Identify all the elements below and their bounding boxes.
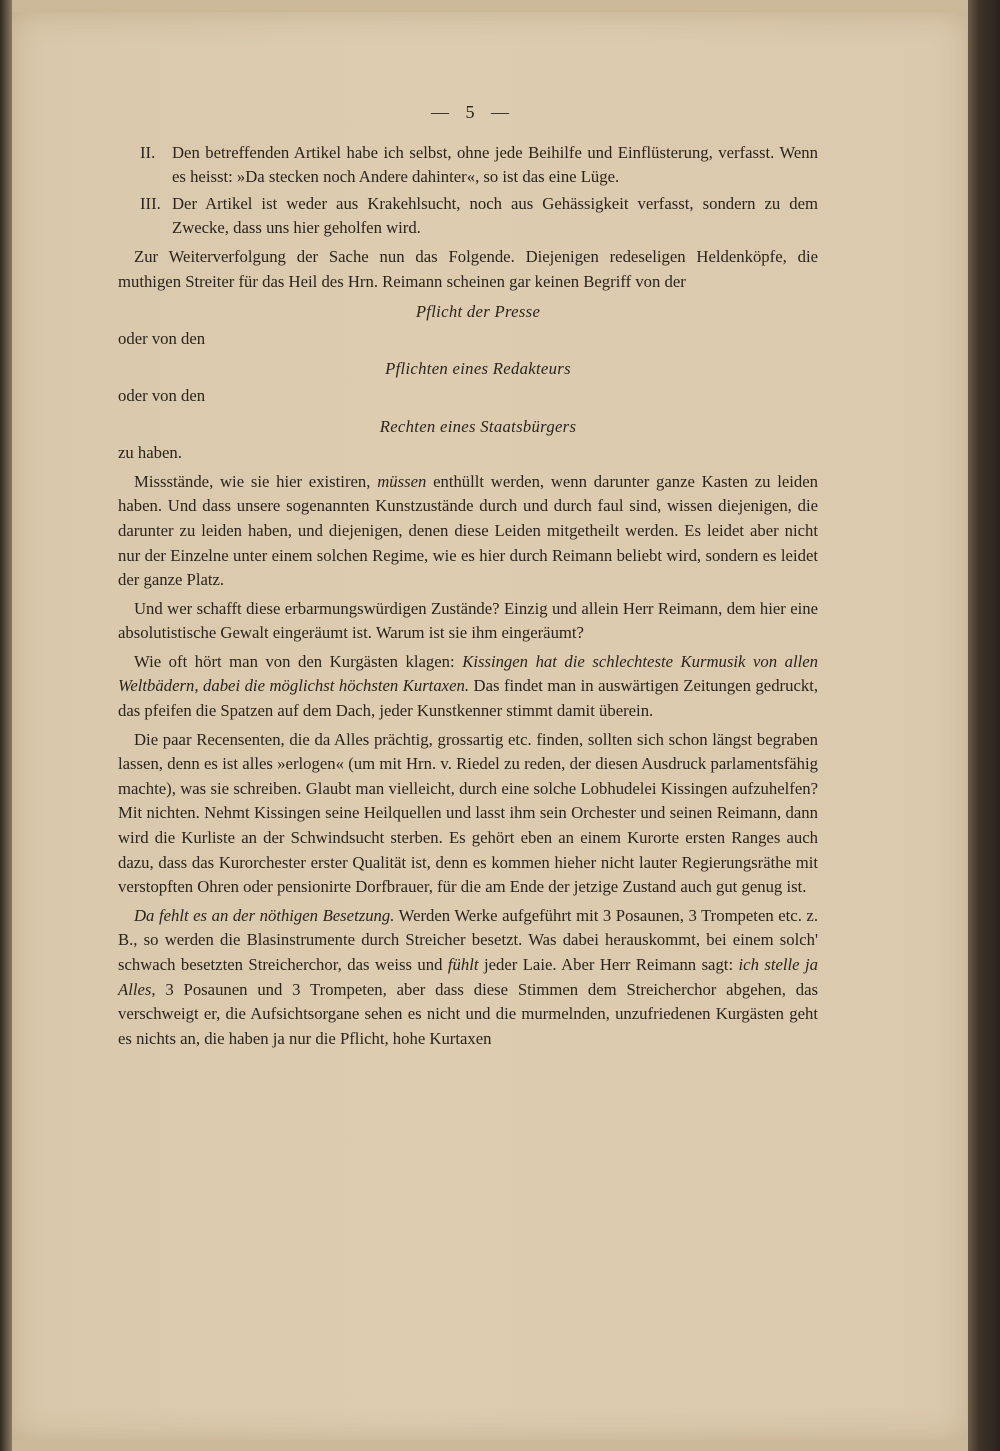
- emphasis: ich stelle ja Alles,: [118, 955, 818, 999]
- text-run: Missstände, wie sie hier existiren,: [134, 471, 371, 491]
- page-number: — 5 —: [431, 102, 515, 122]
- emphasis: müssen: [377, 471, 427, 491]
- text-run: enthüllt werden, wenn darunter ganze Kasten zu leiden haben. Und dass unsere sogenannten Kunstzustände durch und durch faul sind, wissen diejenigen, die darunter zu leiden haben, und diejenigen, denen diese Leiden mitgetheilt werden. Es leidet aber nicht nur der Einzelne unter einem solchen Regime, wie es hier durch Reimann beliebt wird, sondern es leidet der ganze Platz.: [118, 471, 819, 590]
- item-number: III.: [140, 193, 161, 213]
- emphasis: Da fehlt es an der nöthigen Besetzung.: [134, 905, 395, 925]
- connector-text: oder von den: [118, 385, 206, 405]
- connector-text: oder von den: [118, 328, 206, 348]
- text-run: Werden Werke aufgeführt mit 3 Posaunen, 3 Trompeten etc. z. B., so werden die Blasinstrumente durch Streicher besetzt. Was dabei herauskommt, bei einem solch' schwach besetzten Streicherchor, das weiss und: [118, 905, 818, 974]
- item-number: II.: [140, 142, 156, 162]
- page-text: [118, 100, 818, 1051]
- left-edge: [0, 0, 12, 1451]
- centered-heading: Rechten eines Staatsbürgers: [379, 416, 577, 436]
- paragraph: [118, 650, 818, 724]
- paragraph: Die paar Recensenten, die da Alles prächtig, grossartig etc. finden, sollten sich schon längst begraben lassen, denn es ist alles »erlogen« (um mit Hrn. v. Riedel zu reden, der diesen Ausdruck parlamentsfähig machte), was sie schreiben. Glaubt man vielleicht, durch eine solche Lobhudelei Kissingen aufzuhelfen? Mit nichten. Nehmt Kissingen seine Heilquellen und lasst ihm sein Orchester und seinen Reimann, dann wird die Kurliste an der Schwindsucht sterben. Es gehört eben an einem Kurorte ersten Ranges auch dazu, dass das Kurorchester erster Qualität ist, denn es kommen hieher nicht lauter Regierungsräthe mit verstopften Ohren oder pensionirte Dorfbrauer, für die am Ende der jetzige Zustand auch gut genug ist.: [118, 729, 818, 897]
- centered-heading: Pflicht der Presse: [415, 302, 541, 322]
- text-run: jeder Laie. Aber Herr Reimann sagt:: [483, 955, 734, 974]
- paragraph: [118, 470, 818, 593]
- book-spine: [968, 0, 1000, 1451]
- item-text: Der Artikel ist weder aus Krakehlsucht, noch aus Gehässigkeit verfasst, sondern zu dem Zwecke, dass uns hier geholfen wird.: [172, 193, 818, 238]
- numbered-item: [118, 192, 818, 241]
- emphasis: fühlt: [447, 955, 479, 974]
- emphasis: Kissingen hat die schlechteste Kurmusik von allen Weltbädern, dabei die möglichst höchsten Kurtaxen.: [118, 651, 818, 696]
- centered-heading: Pflichten eines Redakteurs: [385, 359, 571, 379]
- connector-text: zu haben.: [118, 443, 182, 463]
- paragraph-intro: Zur Weiterverfolgung der Sache nun das Folgende. Diejenigen redeseligen Heldenköpfe, die muthigen Streiter für das Heil des Hrn. Reimann scheinen gar keinen Begriff von der: [118, 246, 818, 291]
- text-run: 3 Posaunen und 3 Trompeten, aber dass diese Stimmen dem Streicherchor abgehen, das verschweigt er, die Aufsichtsorgane sehen es nicht und die murmelnden, unzufriedenen Kurgästen geht es nichts an, die haben ja nur die Pflicht, hohe Kurtaxen: [118, 979, 819, 1048]
- text-run: Wie oft hört man von den Kurgästen klagen:: [134, 651, 455, 671]
- paragraph: Und wer schafft diese erbarmungswürdigen Zustände? Einzig und allein Herr Reimann, dem hier eine absolutistische Gewalt eingeräumt ist. Warum ist sie ihm eingeräumt?: [118, 598, 818, 643]
- item-text: Den betreffenden Artikel habe ich selbst, ohne jede Beihilfe und Einflüsterung, verfasst. Wenn es heisst: »Da stecken noch Andere dahinter«, so ist das eine Lüge.: [172, 142, 818, 187]
- paragraph: [118, 904, 818, 1052]
- text-run: Das findet man in auswärtigen Zeitungen gedruckt, das pfeifen die Spatzen auf dem Dach, jeder Kunstkenner stimmt damit überein.: [118, 676, 818, 721]
- numbered-item: [118, 141, 818, 190]
